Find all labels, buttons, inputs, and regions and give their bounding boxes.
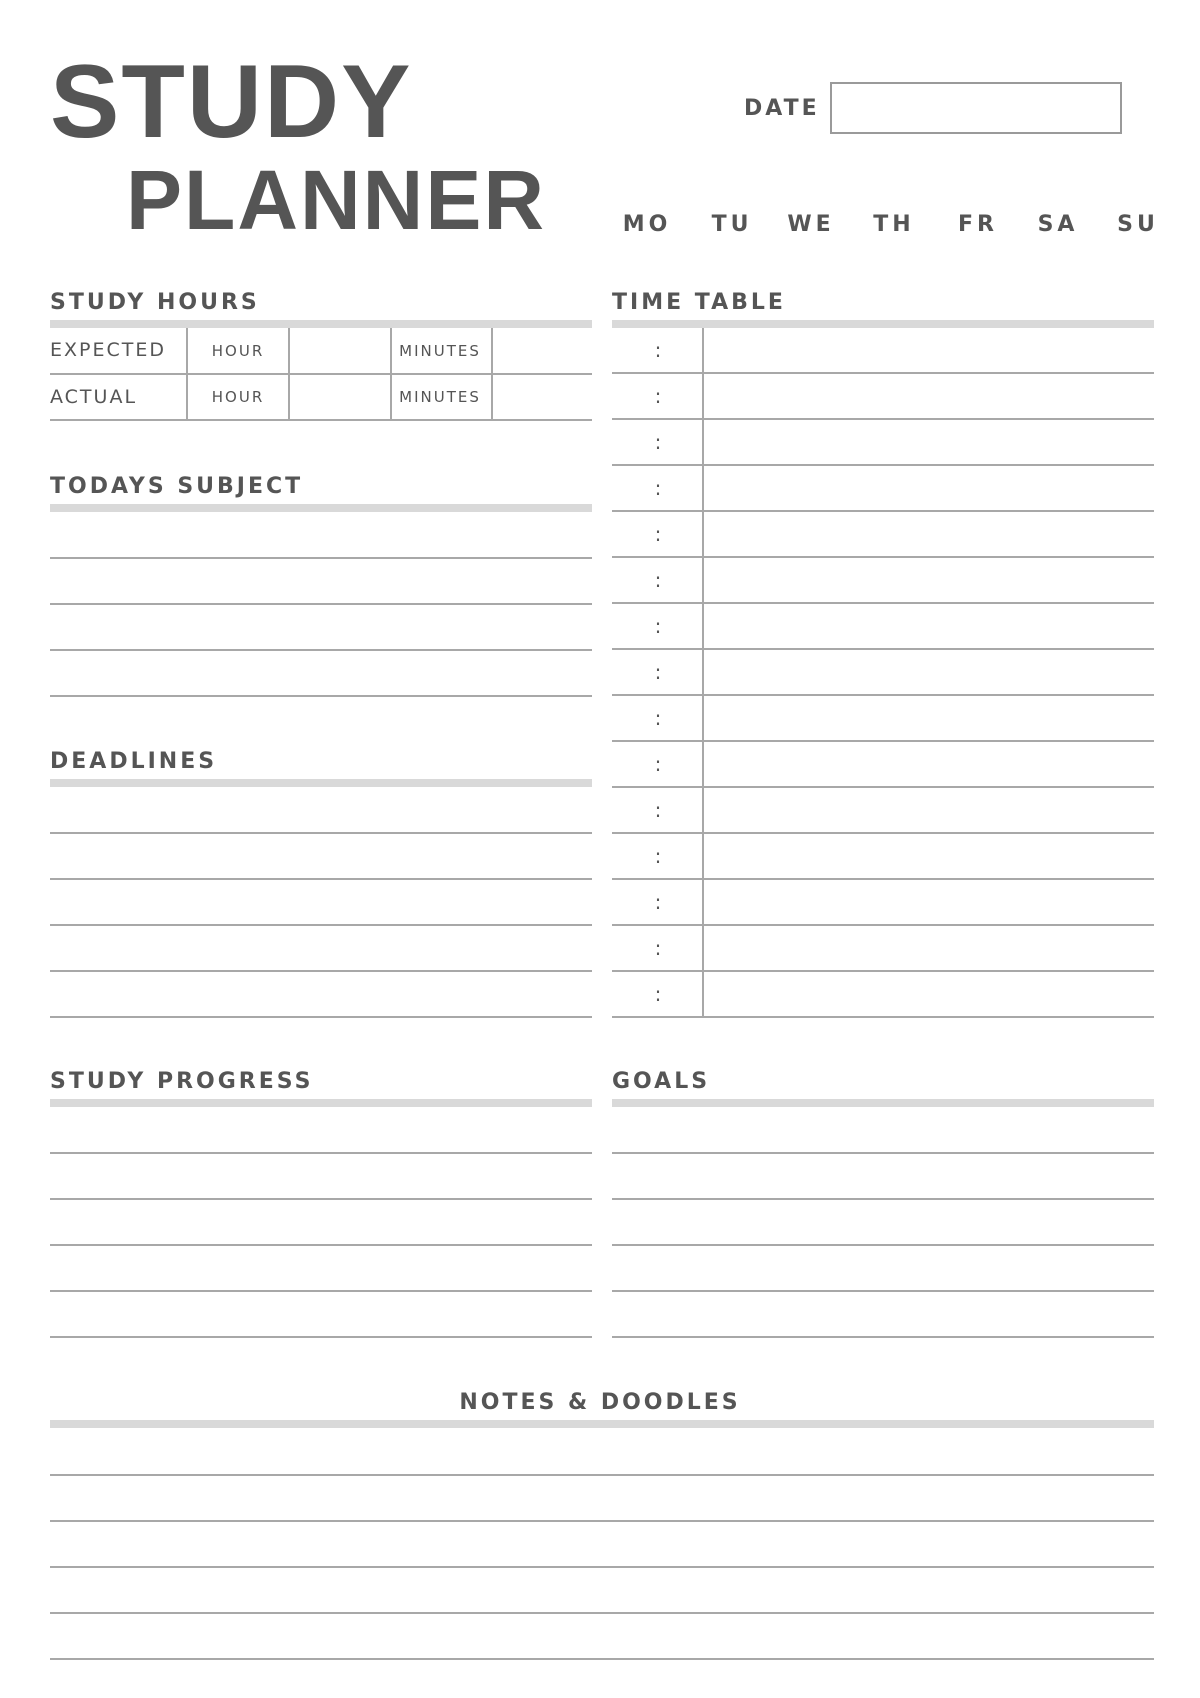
expected-hour-field[interactable] xyxy=(290,330,390,372)
time-column-divider xyxy=(702,328,704,1018)
goals-heading: GOALS xyxy=(612,1069,711,1094)
time-slot[interactable] xyxy=(706,558,1154,602)
time-slot[interactable] xyxy=(706,604,1154,648)
writing-line[interactable] xyxy=(50,695,592,697)
actual-hour-label: HOUR xyxy=(211,388,265,406)
time-separator: : xyxy=(654,522,662,546)
study-progress-bar xyxy=(50,1099,592,1107)
time-separator: : xyxy=(654,890,662,914)
writing-line[interactable] xyxy=(50,649,592,651)
time-slot[interactable] xyxy=(706,328,1154,372)
time-slot[interactable] xyxy=(706,374,1154,418)
study-hours-bar xyxy=(50,320,592,328)
expected-minutes-field[interactable] xyxy=(492,330,592,372)
time-slot[interactable] xyxy=(706,742,1154,786)
time-separator: : xyxy=(654,936,662,960)
notes-line[interactable] xyxy=(50,1566,1154,1568)
time-slot[interactable] xyxy=(706,696,1154,740)
time-separator: : xyxy=(654,752,662,776)
actual-minutes-field[interactable] xyxy=(492,376,592,418)
study-hours-heading: STUDY HOURS xyxy=(50,290,260,315)
column-divider xyxy=(491,328,493,420)
day-su[interactable]: SU xyxy=(1117,212,1159,237)
writing-line[interactable] xyxy=(612,1244,1154,1246)
writing-line[interactable] xyxy=(50,1152,592,1154)
time-row-line xyxy=(612,1016,1154,1018)
time-slot[interactable] xyxy=(706,466,1154,510)
day-fr[interactable]: FR xyxy=(958,212,998,237)
time-separator: : xyxy=(654,384,662,408)
writing-line[interactable] xyxy=(612,1336,1154,1338)
actual-hour-field[interactable] xyxy=(290,376,390,418)
deadlines-bar xyxy=(50,779,592,787)
notes-line[interactable] xyxy=(50,1474,1154,1476)
time-separator: : xyxy=(654,660,662,684)
day-th[interactable]: TH xyxy=(873,212,915,237)
writing-line[interactable] xyxy=(50,1290,592,1292)
time-separator: : xyxy=(654,982,662,1006)
time-slot[interactable] xyxy=(706,834,1154,878)
title-line-1: STUDY xyxy=(50,44,413,160)
time-slot[interactable] xyxy=(706,788,1154,832)
column-divider xyxy=(390,328,392,420)
time-separator: : xyxy=(654,476,662,500)
row-divider xyxy=(50,419,592,421)
writing-line[interactable] xyxy=(612,1152,1154,1154)
deadlines-heading: DEADLINES xyxy=(50,749,218,774)
column-divider xyxy=(288,328,290,420)
goals-bar xyxy=(612,1099,1154,1107)
writing-line[interactable] xyxy=(50,878,592,880)
writing-line[interactable] xyxy=(50,1244,592,1246)
writing-line[interactable] xyxy=(50,1016,592,1018)
writing-line[interactable] xyxy=(50,557,592,559)
time-separator: : xyxy=(654,430,662,454)
day-mo[interactable]: MO xyxy=(622,212,672,237)
writing-line[interactable] xyxy=(50,832,592,834)
time-separator: : xyxy=(654,338,662,362)
writing-line[interactable] xyxy=(612,1290,1154,1292)
time-slot[interactable] xyxy=(706,420,1154,464)
column-divider xyxy=(186,328,188,420)
writing-line[interactable] xyxy=(50,1336,592,1338)
expected-minutes-label: MINUTES xyxy=(399,342,481,360)
expected-label: EXPECTED xyxy=(50,339,166,361)
actual-label: ACTUAL xyxy=(50,386,138,408)
notes-line[interactable] xyxy=(50,1658,1154,1660)
todays-subject-heading: TODAYS SUBJECT xyxy=(50,474,304,499)
time-slot[interactable] xyxy=(706,880,1154,924)
time-slot[interactable] xyxy=(706,512,1154,556)
title-line-2: PLANNER xyxy=(126,153,547,247)
notes-line[interactable] xyxy=(50,1612,1154,1614)
writing-line[interactable] xyxy=(50,1198,592,1200)
time-separator: : xyxy=(654,844,662,868)
writing-line[interactable] xyxy=(612,1198,1154,1200)
notes-bar xyxy=(50,1420,1154,1428)
date-label: DATE xyxy=(744,96,820,121)
writing-line[interactable] xyxy=(50,924,592,926)
study-progress-heading: STUDY PROGRESS xyxy=(50,1069,314,1094)
writing-line[interactable] xyxy=(50,603,592,605)
expected-hour-label: HOUR xyxy=(211,342,265,360)
time-slot[interactable] xyxy=(706,972,1154,1016)
time-separator: : xyxy=(654,614,662,638)
time-slot[interactable] xyxy=(706,650,1154,694)
day-tu[interactable]: TU xyxy=(711,212,753,237)
time-slot[interactable] xyxy=(706,926,1154,970)
todays-subject-bar xyxy=(50,504,592,512)
writing-line[interactable] xyxy=(50,970,592,972)
time-separator: : xyxy=(654,706,662,730)
day-we[interactable]: WE xyxy=(787,212,835,237)
notes-line[interactable] xyxy=(50,1520,1154,1522)
actual-minutes-label: MINUTES xyxy=(399,388,481,406)
time-separator: : xyxy=(654,798,662,822)
row-divider xyxy=(50,373,592,375)
day-sa[interactable]: SA xyxy=(1037,212,1079,237)
time-table-heading: TIME TABLE xyxy=(612,290,786,315)
time-separator: : xyxy=(654,568,662,592)
notes-heading: NOTES & DOODLES xyxy=(459,1390,741,1415)
date-field[interactable] xyxy=(830,82,1122,134)
time-table-bar xyxy=(612,320,1154,328)
